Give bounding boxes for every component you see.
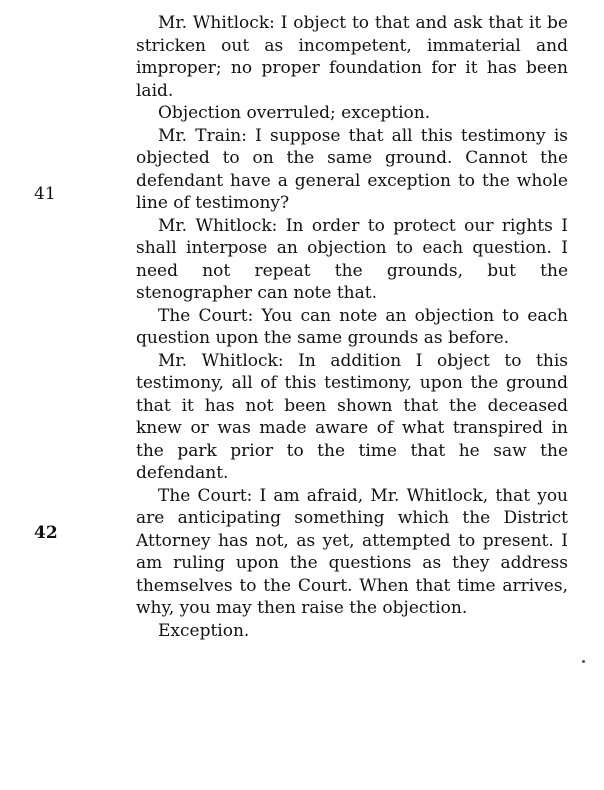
paragraph: The Court: I am afraid, Mr. Whitlock, that you are anticipating something which the District Attorney has not, as yet, attempted to present. I am ruling upon the questions as they address themselves to the Court. When that time arrives, why, you may then raise the objection. (136, 485, 568, 618)
paragraph: Objection overruled; exception. (158, 103, 431, 123)
paragraph: The Court: You can note an objection to each question upon the same grounds as before. (136, 305, 568, 348)
paragraph: Mr. Whitlock: In addition I object to this testimony, all of this testimony, upon the ground that it has not been shown that the deceased knew or was made aware of what transpired in the park prior to the time that he saw the defendant. (136, 350, 568, 483)
paragraph: Mr. Train: I suppose that all this testimony is objected to on the same ground. Cannot the defendant have a general exception to the whole line of testimony? (136, 125, 568, 213)
transcript-text (136, 12, 568, 642)
margin-page-number: 42 (34, 523, 58, 543)
margin-page-number: 41 (34, 184, 56, 204)
ink-speck (582, 660, 585, 663)
paragraph: Mr. Whitlock: In order to protect our rights I shall interpose an objection to each question. I need not repeat the grounds, but the stenographer can note that. (136, 215, 568, 303)
paragraph: Mr. Whitlock: I object to that and ask that it be stricken out as incompetent, immaterial and improper; no proper foundation for it has been laid. (136, 13, 568, 101)
paragraph: Exception. (158, 620, 250, 641)
